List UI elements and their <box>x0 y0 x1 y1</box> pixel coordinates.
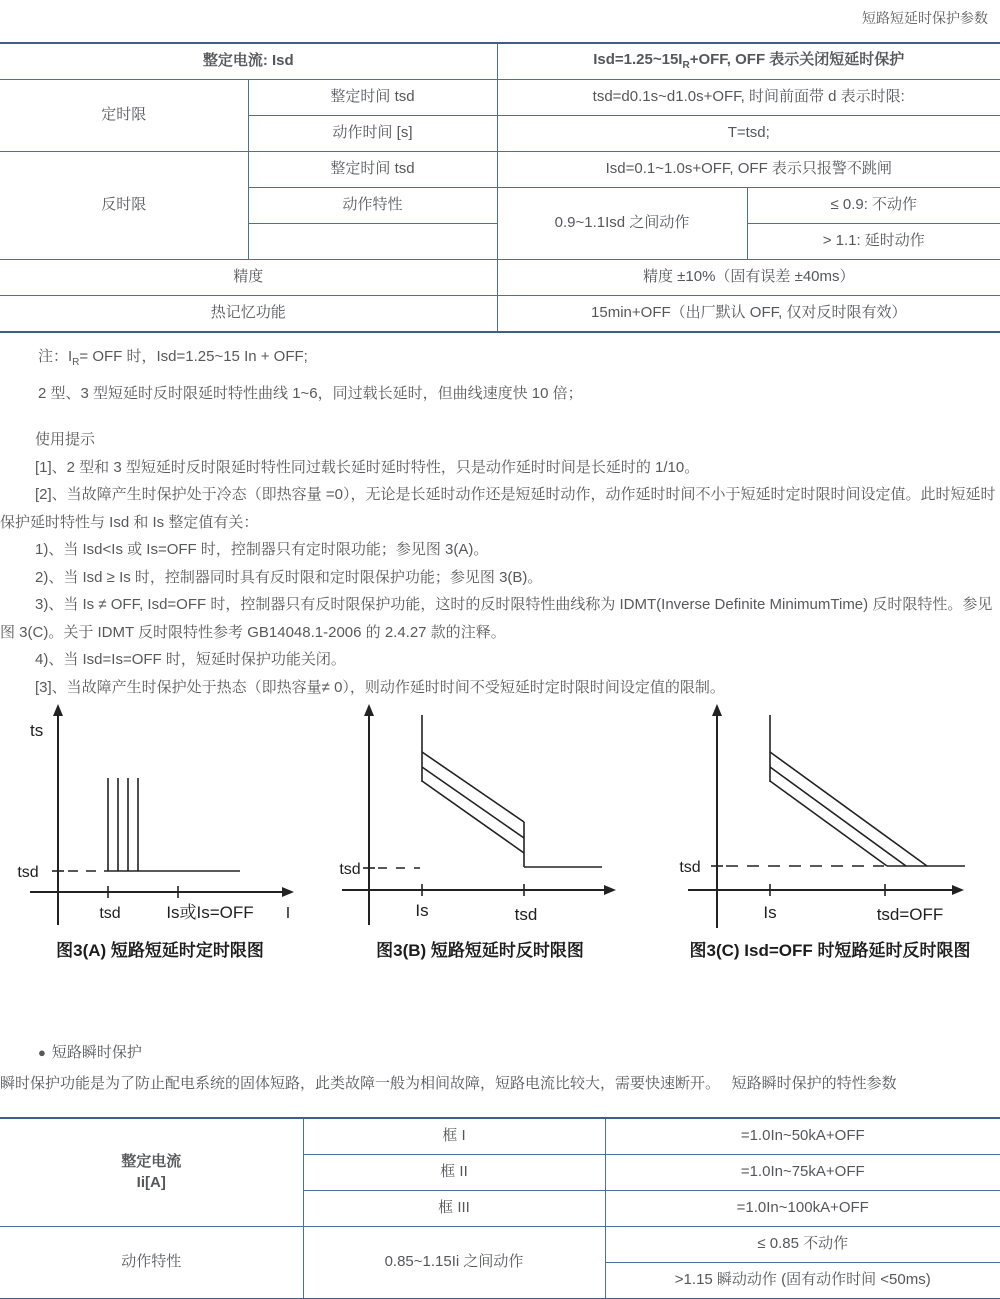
figure-c-caption: 图3(C) Isd=OFF 时短路延时反时限图 <box>689 941 971 960</box>
page-title: 短路短延时保护参数 <box>862 10 988 26</box>
x-tick-label-1: Is <box>415 901 429 920</box>
cell-frame-2: 框 II <box>303 1155 605 1191</box>
tsd-level-label: tsd <box>17 864 39 881</box>
x-tick-label-1: tsd <box>99 905 121 922</box>
slope-line-2 <box>770 767 906 866</box>
slope-line-3 <box>422 781 524 853</box>
cell-thermal-memory-value: 15min+OFF（出厂默认 OFF, 仅对反时限有效） <box>497 296 1000 333</box>
figure-a-curve <box>52 778 240 898</box>
short-delay-parameter-table <box>0 42 1000 333</box>
cell-action-time-value: T=tsd; <box>497 116 1000 152</box>
y-axis-arrow-icon <box>712 704 722 716</box>
cell-accuracy-value: 精度 ±10%（固有误差 ±40ms） <box>497 260 1000 296</box>
note-line-1 <box>38 341 583 378</box>
note-line-2: 2 型、3 型短延时反时限延时特性曲线 1~6，同过载长延时，但曲线速度快 10 倍； <box>38 385 583 402</box>
figure-c-plot <box>660 700 1000 935</box>
cell-frame-1-value: =1.0In~50kA+OFF <box>605 1118 1000 1155</box>
cell-inverse-setting-time: 整定时间 tsd <box>248 152 497 188</box>
instant-protection-heading <box>38 1041 142 1062</box>
figure-a-caption: 图3(A) 短路短延时定时限图 <box>56 941 264 960</box>
figure-c-curve <box>711 715 965 896</box>
cell-action-characteristic: 动作特性 <box>248 188 497 224</box>
figure-b-curve <box>363 715 602 896</box>
cell-frame-2-value: =1.0In~75kA+OFF <box>605 1155 1000 1191</box>
figure-b-caption: 图3(B) 短路短延时反时限图 <box>376 941 584 960</box>
cell-inverse-time: 反时限 <box>0 152 248 260</box>
slope-line-2 <box>422 767 524 838</box>
table-row <box>0 80 1000 116</box>
y-axis-label: ts <box>30 721 44 740</box>
tsd-level-label: tsd <box>339 861 361 878</box>
cell-action-characteristic: 动作特性 <box>0 1227 303 1299</box>
cell-frame-3-value: =1.0In~100kA+OFF <box>605 1191 1000 1227</box>
cell-delay-action: > 1.1: 延时动作 <box>747 224 1000 260</box>
table-row <box>0 152 1000 188</box>
header-line-2: Ii[A] <box>136 1173 166 1191</box>
cell-action-time: 动作时间 [s] <box>248 116 497 152</box>
cell-accuracy: 精度 <box>0 260 497 296</box>
usage-item-1: [1]、2 型和 3 型短延时反时限延时特性同过载长延时延时特性，只是动作延时时间是长延时的 1/10。 <box>35 458 700 476</box>
x-tick-label-2: tsd <box>514 905 538 924</box>
tsd-level-label: tsd <box>679 859 701 876</box>
usage-item-3: [3]、当故障产生时保护处于热态（即热容量≠ 0），则动作延时时间不受短延时定时限时间设定值的限制。 <box>35 678 725 696</box>
note-text: 注：I <box>38 348 73 365</box>
y-axis-arrow-icon <box>364 704 374 716</box>
x-axis-arrow-icon <box>282 887 294 897</box>
table-row <box>0 296 1000 333</box>
note-text: = OFF 时，Isd=1.25~15 In + OFF; <box>79 348 308 365</box>
figure-b-plot <box>330 700 650 935</box>
cell-setting-time: 整定时间 tsd <box>248 80 497 116</box>
header-line-1: 整定电流 <box>121 1153 182 1171</box>
table-row <box>0 1227 1000 1263</box>
instant-protection-description: 瞬时保护功能是为了防止配电系统的固体短路，此类故障一般为相间故障，短路电流比较大，需要快速断开。 短路瞬时保护的特性参数 <box>0 1075 897 1092</box>
cell-frame-3: 框 III <box>303 1191 605 1227</box>
instant-protection-title: 短路瞬时保护 <box>51 1044 142 1061</box>
figure-a-plot <box>0 700 320 935</box>
usage-item-2: [2]、当故障产生时保护处于冷态（即热容量 =0），无论是长延时动作还是短延时动作，动作延时时间不小于短延时定时限时间设定值。此时短延时保护延时特性与 Isd 和 Is 整定值有关： <box>0 486 996 531</box>
x-tick-label-2: Is或Is=OFF <box>166 903 254 922</box>
cell-action-range: 0.85~1.15Ii 之间动作 <box>303 1227 605 1299</box>
value-text: +OFF, OFF 表示关闭短延时保护 <box>689 51 905 69</box>
table-row <box>0 1118 1000 1155</box>
usage-item-2-1: 1)、当 Isd<Is 或 Is=OFF 时，控制器只有定时限功能；参见图 3(A)。 <box>35 541 489 558</box>
usage-item-2-3: 3)、当 Is ≠ OFF, Isd=OFF 时，控制器只有反时限保护功能，这时的反时限特性曲线称为 IDMT(Inverse Definite MinimumTime) 反时限特性。参见图 3(C)。关于 IDMT 反时限特性参考 GB14048.1-2006 的 2.4.27 款的注释。 <box>0 596 993 641</box>
usage-item-2-2: 2)、当 Isd ≥ Is 时，控制器同时具有反时限和定时限保护功能；参见图 3(B)。 <box>35 568 543 586</box>
instant-protection-table <box>0 1117 1000 1299</box>
cell-setting-current-value <box>497 43 1000 80</box>
bullet-icon: ● <box>38 1045 46 1060</box>
cell-empty <box>248 224 497 260</box>
cell-action-range: 0.9~1.1Isd 之间动作 <box>497 188 747 260</box>
cell-thermal-memory: 热记忆功能 <box>0 296 497 333</box>
cell-frame-1: 框 I <box>303 1118 605 1155</box>
cell-no-action: ≤ 0.9: 不动作 <box>747 188 1000 224</box>
cell-definite-time: 定时限 <box>0 80 248 152</box>
cell-setting-current-header <box>0 1118 303 1227</box>
x-axis-label: I <box>285 905 291 922</box>
usage-tips <box>0 426 1000 701</box>
x-axis-arrow-icon <box>952 885 964 895</box>
table-row <box>0 260 1000 296</box>
table-notes <box>38 341 583 409</box>
table-row <box>0 43 1000 80</box>
x-tick-label-2: tsd=OFF <box>876 905 944 924</box>
slope-line-1 <box>770 752 927 866</box>
cell-instant-action: >1.15 瞬动动作 (固有动作时间 <50ms) <box>605 1263 1000 1299</box>
subscript-r: R <box>72 357 80 368</box>
cell-no-action: ≤ 0.85 不动作 <box>605 1227 1000 1263</box>
x-axis-arrow-icon <box>604 885 616 895</box>
slope-line-1 <box>422 752 524 822</box>
y-axis-arrow-icon <box>53 704 63 716</box>
figure-a-axes <box>30 712 291 925</box>
cell-setting-current: 整定电流: Isd <box>0 43 497 80</box>
usage-title: 使用提示 <box>35 431 96 448</box>
cell-setting-time-value: tsd=d0.1s~d1.0s+OFF, 时间前面带 d 表示时限: <box>497 80 1000 116</box>
value-text: Isd=1.25~15I <box>593 51 683 69</box>
usage-item-2-4: 4)、当 Isd=Is=OFF 时，短延时保护功能关闭。 <box>35 651 346 668</box>
x-tick-label-1: Is <box>763 903 777 922</box>
subscript-r: R <box>682 60 690 72</box>
cell-inverse-setting-value: Isd=0.1~1.0s+OFF, OFF 表示只报警不跳闸 <box>497 152 1000 188</box>
